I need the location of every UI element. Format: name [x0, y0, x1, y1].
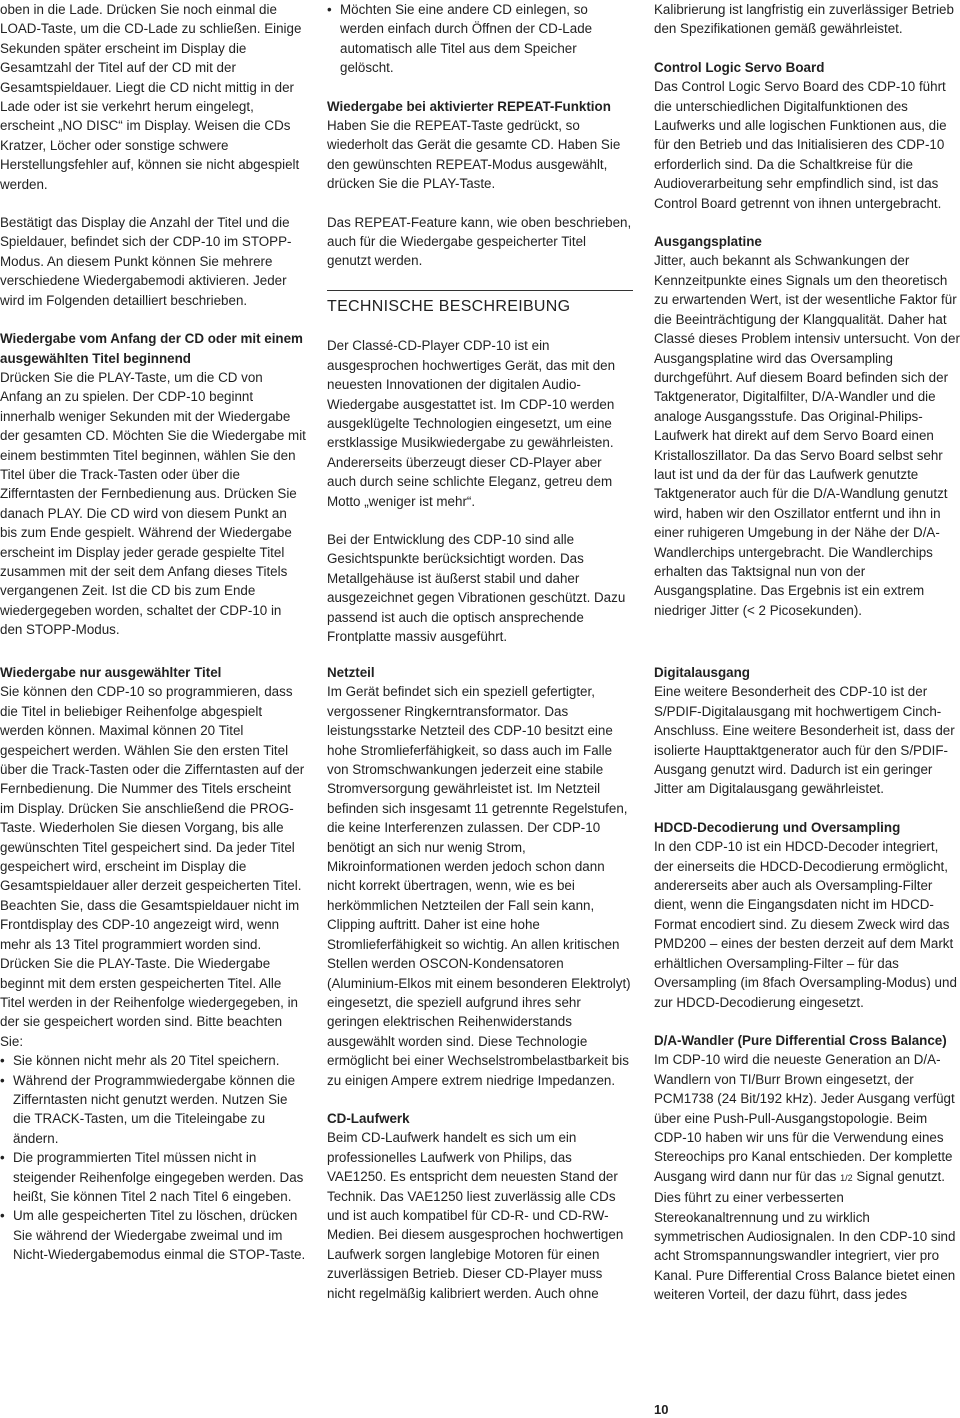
paragraph: Sie können den CDP-10 so programmieren, dass die Titel in beliebiger Reihenfolge abgespielt werden können. Maximal können 20 Titel gespeichert werden. Wählen Sie den ersten Titel über die Track-Tasten oder die Zifferntasten auf der Fernbedienung. Die Nummer des Titels erscheint im Display. Drücken Sie anschließend die PROG-Taste. Wiederholen Sie diesen Vorgang, bis alle gewünschten Titel gespeichert sind. Da jeder Titel gespeichert wird, erscheint im Display die Gesamtspieldauer aller derzeit gespeicherten Titel. Beachten Sie, dass die Gesamtspieldauer nicht im Frontdisplay des CDP-10 angezeigt wird, wenn mehr als 13 Titel programmiert worden sind. Drücken Sie die PLAY-Taste. Die Wiedergabe beginnt mit dem ersten gespeicherten Titel. Alle Titel werden in der Reihenfolge wiedergegeben, in der sie gespeichert worden sind. Bitte beachten Sie:	[0, 684, 305, 1049]
text-run: Signal genutzt. Dies führt zu einer verbesserten Stereokanaltrennung und zu wirklich symmetrischen Audiosignalen. In den CDP-10 sind acht Stromspannungswandler integriert, vier pro Kanal. Pure Differential Cross Balance bietet einen weiteren Vorteil, der dazu führt, dass jedes	[654, 1168, 956, 1303]
list-item: • Sie können nicht mehr als 20 Titel speichern.	[0, 1051, 306, 1070]
heading: HDCD-Decodierung und Oversampling	[654, 819, 901, 835]
paragraph: Haben Sie die REPEAT-Taste gedrückt, so wiederholt das Gerät die gesamte CD. Haben Sie den gewünschten REPEAT-Modus ausgewählt, drücken Sie die PLAY-Taste.	[327, 118, 621, 192]
paragraph: Bestätigt das Display die Anzahl der Titel und die Spieldauer, befindet sich der CDP-10 im STOPP-Modus. An diesem Punkt können Sie mehrere verschiedene Wiedergabemodi aktivieren. Jeder wird im Folgenden detailliert beschrieben.	[0, 215, 292, 308]
column-2-top	[327, 0, 633, 665]
paragraph: Bei der Entwicklung des CDP-10 sind alle Gesichtspunkte berücksichtigt worden. Das Metallgehäuse ist äußerst stabil und daher ausgezeichnet gegen Vibrationen geschützt. Dazu passend ist auch die optisch ansprechende Frontplatte massiv ausgeführt.	[327, 531, 626, 644]
heading: Netzteil	[327, 665, 375, 680]
fraction: 1/2	[840, 1172, 853, 1183]
paragraph: In den CDP-10 ist ein HDCD-Decoder integriert, der einerseits die HDCD-Decodierung ermöglicht, andererseits aber auch als Oversampling-Filter dient, wenn die Eingangsdaten nicht im HDCD-Format encodiert sind. Zu diesem Zweck wird das PMD200 – eines der besten derzeit auf dem Markt erhältlichen Oversampling-Filter – für das Oversampling (im 8fach Oversampling-Modus) und zur HDCD-Decodierung eingesetzt.	[654, 839, 957, 1010]
paragraph: Der Classé-CD-Player CDP-10 ist ein ausgesprochen hochwertiges Gerät, das mit den neuesten Innovationen der digitalen Audio-Wiedergabe ausgestattet ist. Im CDP-10 werden ausgeklügelte Technologien eingesetzt, um eine erstklassige Musikwiedergabe zu gewährleisten. Andererseits überzeugt dieser CD-Player aber auch durch seine schlichte Eleganz, getreu dem Motto „weniger ist mehr“.	[327, 338, 616, 509]
paragraph: Im Gerät befindet sich ein speziell gefertigter, vergossener Ringkerntransformator. Das leistungsstarke Netzteil des CDP-10 besitzt eine hohe Stromlieferfähigkeit, so dass auch im Falle von Stromschwankungen jederzeit eine stabile Stromversorgung gewährleistet ist. Im Netzteil befinden sich insgesamt 11 getrennte Regelstufen, die keine Interferenzen zulassen. Der CDP-10 benötigt an sich nur wenig Strom, Mikroinformationen werden jedoch schon dann nicht korrekt übertragen, wenn, wie es bei herkömmlichen Netzteilen der Fall sein kann, Clipping auftritt. Daher ist eine hohe Stromlieferfähigkeit so wichtig. An allen kritischen Stellen werden OSCON-Kondensatoren (Aluminium-Elkos mit einem besonderen Elektrolyt) eingesetzt, die speziell aufgrund ihres sehr geringen elektrischen Reihenwiderstands ausgewählt worden sind. Diese Technologie ermöglicht bei einer Wechselstrombelastbarkeit bis zu einigen Ampere extrem niedrige Impedanzen.	[327, 684, 631, 1088]
column-1-top	[0, 0, 306, 659]
paragraph: Drücken Sie die PLAY-Taste, um die CD von Anfang an zu spielen. Der CDP-10 beginnt innerhalb weniger Sekunden mit der Wiedergabe der gesamten CD. Möchten Sie die Wiedergabe mit einem bestimmten Titel beginnen, wählen Sie den Titel über die Track-Tasten oder über die Zifferntasten der Fernbedienung aus. Drücken Sie danach PLAY. Die CD wird von diesem Punkt an bis zum Ende gespielt. Während der Wiedergabe erscheint im Display jeder gerade gespielte Titel zusammen mit der seit dem Anfang dieses Titels vergangenen Zeit. Ist die CD bis zum Ende wiedergegeben worden, schaltet der CDP-10 in den STOPP-Modus.	[0, 369, 306, 638]
heading: Ausgangsplatine	[654, 234, 762, 250]
paragraph: Jitter, auch bekannt als Schwankungen der Kennzeitpunkte eines Signals um den theoretisch zu erwartenden Wert, ist der wesentliche Faktor für die Beeinträchtigung der Klangqualität. Daher hat Classé dieses Problem intensiv untersucht. Von der Ausgangsplatine wird das Oversampling durchgeführt. Auf diesem Board befinden sich der Taktgenerator, Digitalfilter, D/A-Wandler und die analoge Ausgangsstufe. Das Original-Philips-Laufwerk hat direkt auf dem Servo Board einen Kristalloszillator. Da das Servo Board selbst sehr laut ist und da der für das Laufwerk genutzte Taktgenerator auch für die D/A-Wandlung genutzt wird, haben wir den Oszillator entfernt und ihn in einer ruhigeren Umgebung in der Nähe der D/A-Wandlerchips untergebracht. Die Wandlerchips erhalten das Taktsignal nun von der Ausgangsplatine. Das Ergebnis ist ein extrem niedriger Jitter (< 2 Picosekunden).	[654, 253, 960, 618]
heading: CD-Laufwerk	[327, 1110, 410, 1126]
list-item: • Möchten Sie eine andere CD einlegen, so werden einfach durch Öffnen der CD-Lade automatisch alle Titel aus dem Speicher gelöscht.	[327, 0, 633, 78]
column-3-top	[654, 0, 960, 639]
heading: Wiedergabe nur ausgewählter Titel	[0, 665, 222, 680]
heading: Wiedergabe vom Anfang der CD oder mit einem ausgewählten Titel beginnend	[0, 331, 303, 366]
text-run: Im CDP-10 wird die neueste Generation an D/A-Wandlern von TI/Burr Brown eingesetzt, der PCM1738 (24 Bit/192 kHz). Jeder Ausgang verfügt über eine Push-Pull-Ausgangstopologie. Beim CDP-10 haben wir uns für die Verwendung eines Stereochips pro Kanal entschieden. Der komplette Ausgang wird dann nur für das	[654, 1052, 955, 1184]
paragraph: oben in die Lade. Drücken Sie noch einmal die LOAD-Taste, um die CD-Lade zu schließen. Einige Sekunden später erscheint im Display die Gesamtzahl der Titel auf der CD mit der Gesamtspieldauer. Liegt die CD nicht mittig in der Lade oder ist sie verkehrt herum eingelegt, erscheint „NO DISC“ im Display. Weisen die CDs Kratzer, Löcher oder sonstige schwere Herstellungsfehler auf, können sie nicht abgespielt werden.	[0, 2, 302, 192]
list-item: • Die programmierten Titel müssen nicht in steigender Reihenfolge eingegeben werden. Das heißt, Sie können Titel 2 nach Titel 6 eingeben.	[0, 1148, 306, 1206]
heading: Control Logic Servo Board	[654, 59, 825, 75]
paragraph: Kalibrierung ist langfristig ein zuverlässiger Betrieb den Spezifikationen gemäß gewährleistet.	[654, 2, 954, 37]
paragraph	[654, 1050, 960, 1304]
heading: Digitalausgang	[654, 665, 750, 680]
bullet-list	[327, 0, 633, 78]
bullet-list	[0, 1051, 306, 1264]
heading: D/A-Wandler (Pure Differential Cross Balance)	[654, 1032, 947, 1048]
paragraph: Eine weitere Besonderheit des CDP-10 ist der S/PDIF-Digitalausgang mit hochwertigem Cinch-Anschluss. Eine weitere Besonderheit ist, dass der isolierte Haupttaktgenerator auch für den S/PDIF-Ausgang genutzt wird. Dadurch ist ein geringer Jitter am Digitalausgang gewährleistet.	[654, 684, 955, 797]
column-3-bottom	[654, 663, 960, 1305]
column-1-bottom	[0, 663, 306, 1265]
page-number: 10	[654, 1402, 669, 1417]
column-2-bottom	[327, 663, 633, 1303]
paragraph: Beim CD-Laufwerk handelt es sich um ein professionelles Laufwerk von Philips, das VAE1250. Es entspricht dem neuesten Stand der Technik. Das VAE1250 liest zuverlässig alle CDs und ist auch kompatibel für CD-R- und CD-RW-Medien. Bei diesem ausgesprochen hochwertigen Laufwerk sorgen langlebige Motoren für einen zuverlässigen Betrieb. Dieser CD-Player muss nicht regelmäßig kalibriert werden. Auch ohne	[327, 1130, 624, 1301]
heading: Wiedergabe bei aktivierter REPEAT-Funktion	[327, 98, 611, 114]
list-item: • Um alle gespeicherten Titel zu löschen, drücken Sie während der Wiedergabe zweimal und im Nicht-Wiedergabemodus einmal die STOP-Taste.	[0, 1206, 306, 1264]
list-item: • Während der Programmwiedergabe können die Zifferntasten nicht genutzt werden. Nutzen Sie die TRACK-Tasten, um die Titeleingabe zu ändern.	[0, 1071, 306, 1149]
paragraph: Das REPEAT-Feature kann, wie oben beschrieben, auch für die Wiedergabe gespeicherter Titel genutzt werden.	[327, 214, 632, 269]
section-title: TECHNISCHE BESCHREIBUNG	[327, 290, 633, 316]
paragraph: Das Control Logic Servo Board des CDP-10 führt die unterschiedlichen Digitalfunktionen des Laufwerks und alle logischen Funktionen aus, die für den Betrieb und das Initialisieren des CDP-10 erforderlich sind. Da die Schaltkreise für die Audioverarbeitung sehr empfindlich sind, ist das Control Board getrennt von ihnen untergebracht.	[654, 79, 947, 211]
